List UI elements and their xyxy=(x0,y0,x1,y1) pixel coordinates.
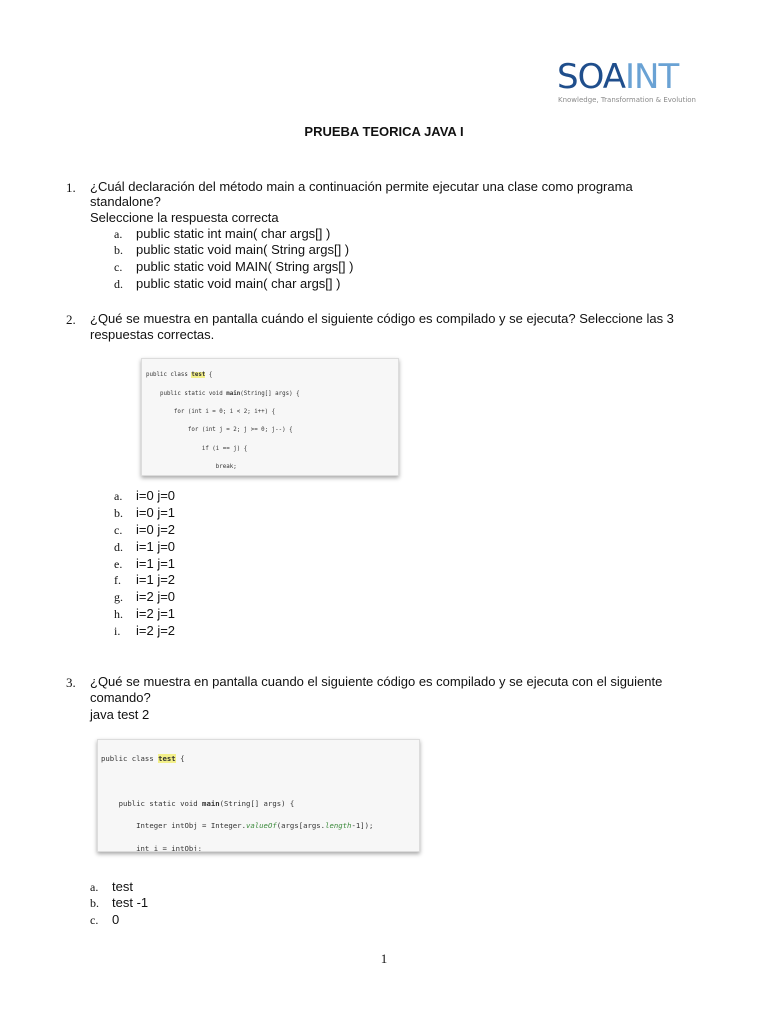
question-2-text-line2: respuestas correctas. xyxy=(90,327,215,342)
logo-tagline: Knowledge, Transformation & Evolution xyxy=(558,96,696,104)
question-3-text-line1: ¿Qué se muestra en pantalla cuando el siguiente código es compilado y se ejecuta con el siguiente xyxy=(90,674,663,689)
q2-option-a-text: i=0 j=0 xyxy=(136,488,176,503)
question-2-code-snippet: public class test { public static void main(String[] args) { for (int i = 0; i < 2; i++) { for (int j = 2; j >= 0; j--) { if (i == j) { break; xyxy=(141,358,399,476)
q2-option-g-letter: g. xyxy=(114,590,123,604)
q1-option-d-letter: d. xyxy=(114,277,123,291)
q2-option-h-letter: h. xyxy=(114,607,123,621)
q2-option-d-letter: d. xyxy=(114,540,123,554)
q3-option-b-text: test -1 xyxy=(112,895,149,910)
question-2-text-line1: ¿Qué se muestra en pantalla cuándo el siguiente código es compilado y se ejecuta? Seleccione las 3 xyxy=(90,311,674,326)
q2-option-i-text: i=2 j=2 xyxy=(136,623,176,638)
page-number: 1 xyxy=(380,951,388,966)
q2-option-c-text: i=0 j=2 xyxy=(136,522,176,537)
q2-option-f-letter: f. xyxy=(114,573,121,587)
q2-option-b-letter: b. xyxy=(114,506,123,520)
q3-option-a-text: test xyxy=(112,879,133,894)
q3-option-c-letter: c. xyxy=(90,913,99,927)
logo-soa-text: SOA xyxy=(557,57,626,97)
q2-option-i-letter: i. xyxy=(114,624,121,638)
question-1-instruction: Seleccione la respuesta correcta xyxy=(90,210,279,225)
company-logo xyxy=(557,57,717,108)
question-1-text-line2: standalone? xyxy=(90,194,161,209)
logo-int-text: INT xyxy=(625,57,679,97)
q1-option-a-text: public static int main( char args[] ) xyxy=(136,226,331,241)
q2-option-b-text: i=0 j=1 xyxy=(136,505,176,520)
q2-option-f-text: i=1 j=2 xyxy=(136,572,176,587)
question-1-text-line1: ¿Cuál declaración del método main a continuación permite ejecutar una clase como programa xyxy=(90,179,633,194)
q1-option-a-letter: a. xyxy=(114,227,123,241)
q1-option-c-text: public static void MAIN( String args[] ) xyxy=(136,259,354,274)
q2-option-d-text: i=1 j=0 xyxy=(136,539,176,554)
q3-option-b-letter: b. xyxy=(90,896,99,910)
question-3-number: 3. xyxy=(66,675,76,690)
question-1-number: 1. xyxy=(66,180,76,195)
document-title: PRUEBA TEORICA JAVA I xyxy=(304,124,464,139)
q2-option-a-letter: a. xyxy=(114,489,123,503)
question-3-code-snippet: public class test { public static void main(String[] args) { Integer intObj = Integer.valueOf(args[args.length-1]); int i = intObj; xyxy=(97,739,420,852)
q1-option-d-text: public static void main( char args[] ) xyxy=(136,276,341,291)
q2-option-g-text: i=2 j=0 xyxy=(136,589,176,604)
q1-option-b-text: public static void main( String args[] ) xyxy=(136,242,350,257)
q3-option-a-letter: a. xyxy=(90,880,99,894)
q2-option-e-letter: e. xyxy=(114,557,123,571)
q2-option-e-text: i=1 j=1 xyxy=(136,556,176,571)
question-2-number: 2. xyxy=(66,312,76,327)
q1-option-b-letter: b. xyxy=(114,243,123,257)
q3-option-c-text: 0 xyxy=(112,912,120,927)
question-3-command: java test 2 xyxy=(90,707,150,722)
q1-option-c-letter: c. xyxy=(114,260,123,274)
question-3-text-line2: comando? xyxy=(90,690,151,705)
q2-option-h-text: i=2 j=1 xyxy=(136,606,176,621)
q2-option-c-letter: c. xyxy=(114,523,123,537)
